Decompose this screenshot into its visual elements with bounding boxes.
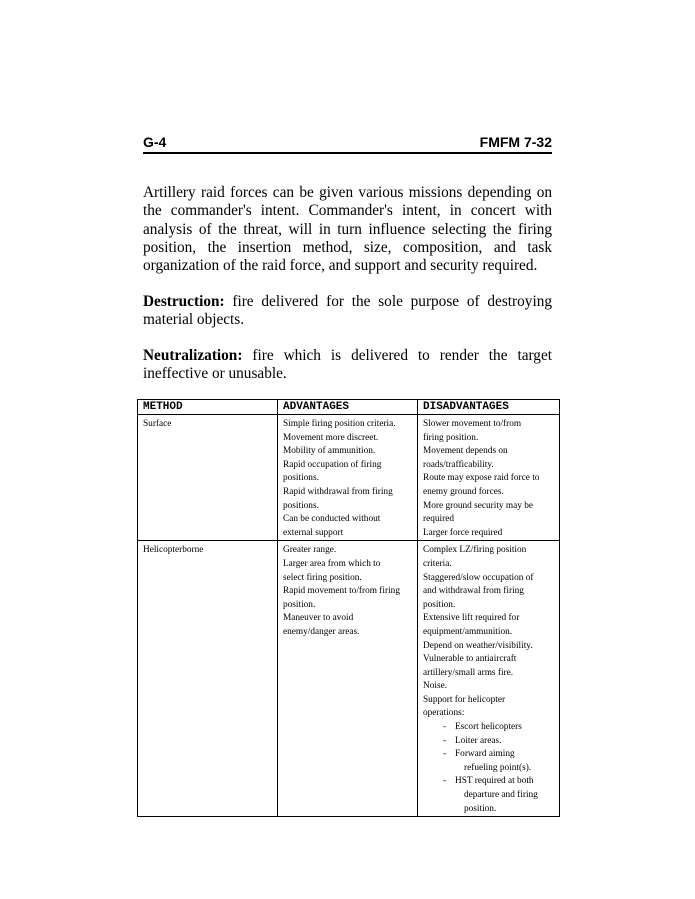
cell-line: Maneuver to avoid xyxy=(283,613,354,624)
cell-line: Larger area from which to xyxy=(283,558,381,569)
neutralization-paragraph xyxy=(143,347,552,384)
bullet-dash: - xyxy=(443,735,447,746)
sub-item-text: HST required at both xyxy=(455,776,534,787)
table-row xyxy=(138,415,560,541)
destruction-paragraph xyxy=(143,293,552,330)
advantages-header: ADVANTAGES xyxy=(278,400,418,415)
cell-line: More ground security may be xyxy=(423,500,533,511)
cell-line: Depend on weather/visibility. xyxy=(423,640,533,651)
table-row xyxy=(138,541,560,817)
cell-line: Slower movement to/from xyxy=(423,419,522,429)
sub-item-text: Loiter areas. xyxy=(455,735,502,746)
cell-line: roads/trafficability. xyxy=(423,459,494,470)
cell-line: position. xyxy=(423,599,456,610)
cell-line: Extensive lift required for xyxy=(423,613,520,624)
sub-list-item xyxy=(423,721,559,735)
bullet-dash: - xyxy=(443,749,447,760)
cell-line: Route may expose raid force to xyxy=(423,473,540,484)
page-header xyxy=(143,134,552,154)
cell-line: select firing position. xyxy=(283,572,362,583)
cell-line: Staggered/slow occupation of xyxy=(423,572,534,583)
cell-line: position. xyxy=(283,599,316,610)
cell-line: Movement more discreet. xyxy=(283,432,379,443)
cell-line: Support for helicopter xyxy=(423,694,506,705)
cell-line: enemy ground forces. xyxy=(423,486,504,497)
sub-item-continuation: refueling point(s). xyxy=(464,762,532,773)
raid-methods-table xyxy=(137,399,560,817)
cell-line: Mobility of ammunition. xyxy=(283,446,376,457)
support-sub-list xyxy=(423,721,559,816)
neutralization-term: Neutralization: xyxy=(143,347,243,364)
bullet-dash: - xyxy=(443,722,447,733)
neutralization-definition: fire which is delivered to render the target ineffective or unusable. xyxy=(143,347,552,383)
cell-line: Rapid withdrawal from firing xyxy=(283,486,393,497)
method-header: METHOD xyxy=(138,400,278,415)
disadvantages-cell xyxy=(418,415,560,541)
cell-line: firing position. xyxy=(423,432,479,443)
cell-line: and withdrawal from firing xyxy=(423,586,524,597)
method-cell: Surface xyxy=(138,415,278,541)
cell-line: Noise. xyxy=(423,681,448,692)
disadvantages-cell xyxy=(418,541,560,817)
sub-item-continuation: departure and firing position. xyxy=(464,790,538,814)
destruction-definition: fire delivered for the sole purpose of destroying material objects. xyxy=(143,293,552,329)
cell-line: required xyxy=(423,514,454,525)
sub-list-item xyxy=(423,775,559,816)
cell-line: equipment/ammunition. xyxy=(423,626,513,637)
sub-item-text: Escort helicopters xyxy=(455,722,522,733)
cell-line: criteria. xyxy=(423,558,452,569)
sub-item-text: Forward aiming xyxy=(455,749,515,760)
cell-line: positions. xyxy=(283,500,319,511)
sub-list-item xyxy=(423,735,559,749)
sub-list-item xyxy=(423,748,559,775)
cell-line: enemy/danger areas. xyxy=(283,626,360,637)
cell-line: external support xyxy=(283,527,344,538)
cell-line: Can be conducted without xyxy=(283,514,381,525)
destruction-term: Destruction: xyxy=(143,293,225,310)
advantages-cell xyxy=(278,415,418,541)
table-header-row xyxy=(138,400,560,415)
document-id: FMFM 7-32 xyxy=(479,134,552,150)
cell-line: Rapid occupation of firing xyxy=(283,459,382,470)
cell-line: Vulnerable to antiaircraft xyxy=(423,654,517,665)
disadvantages-header: DISADVANTAGES xyxy=(418,400,560,415)
bullet-dash: - xyxy=(443,776,447,787)
advantages-cell xyxy=(278,541,418,817)
page-number: G-4 xyxy=(143,134,167,150)
cell-line: positions. xyxy=(283,473,319,484)
cell-line: Rapid movement to/from firing xyxy=(283,586,400,597)
cell-line: Larger force required xyxy=(423,527,503,538)
cell-line: Movement depends on xyxy=(423,446,508,457)
cell-line: artillery/small arms fire. xyxy=(423,667,514,678)
intro-paragraph: Artillery raid forces can be given various missions depending on the commander's intent. Commander's intent, in concert with analysis of the threat, will in turn influence selecting the firing position, the insertion method, size, composition, and task organization of the raid force, and support and security required. xyxy=(143,184,552,275)
method-cell: Helicopterborne xyxy=(138,541,278,817)
cell-line: Simple firing position criteria. xyxy=(283,419,396,429)
cell-line: Complex LZ/firing position xyxy=(423,545,527,556)
cell-line: Greater range. xyxy=(283,545,337,556)
cell-line: operations: xyxy=(423,708,465,719)
disadvantages-list xyxy=(423,544,559,721)
